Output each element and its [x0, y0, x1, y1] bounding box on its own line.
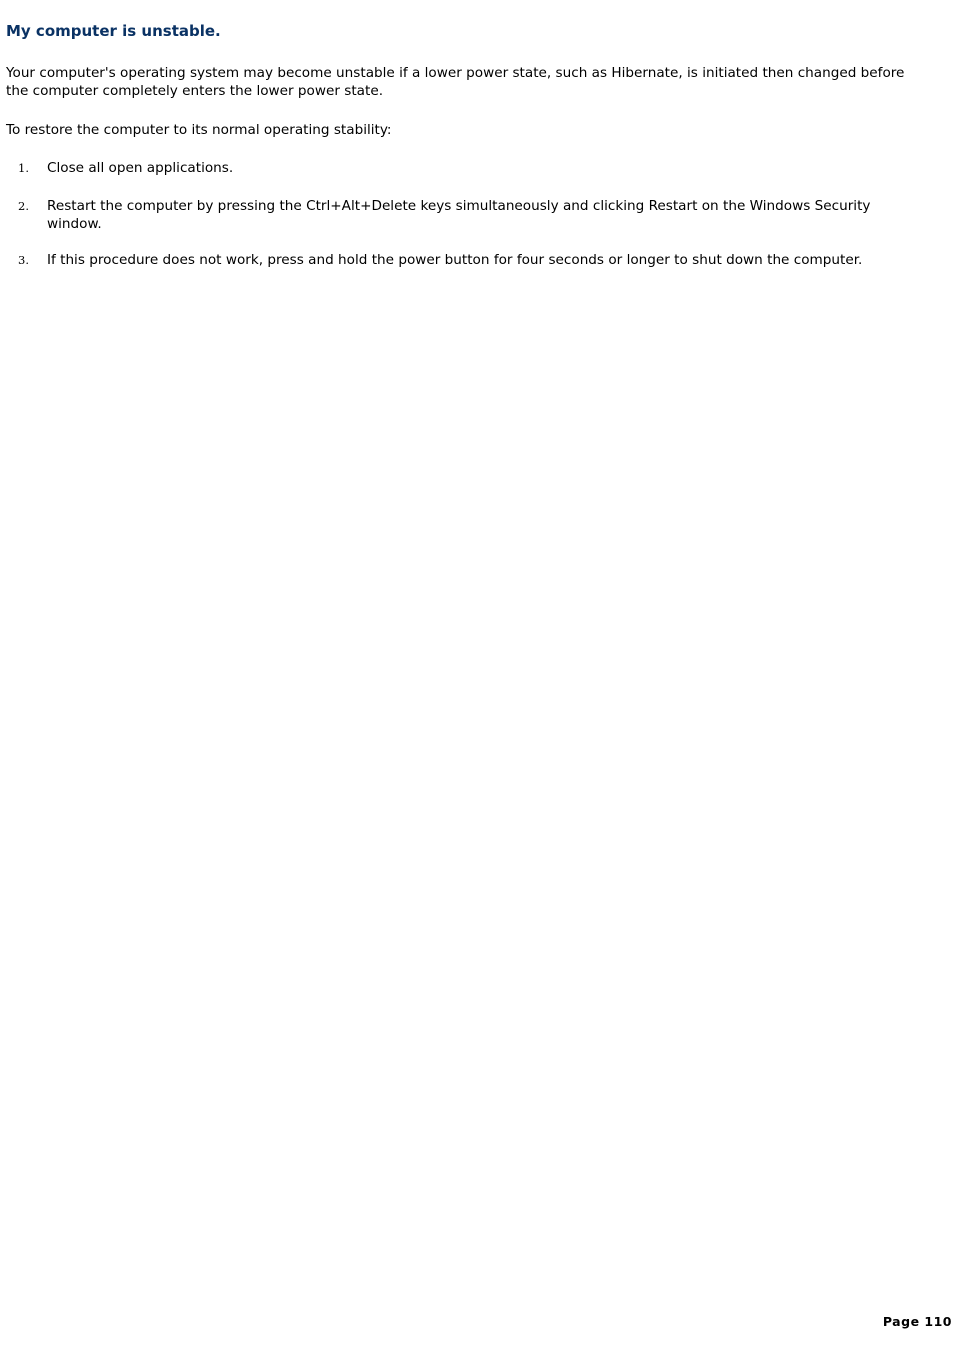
page-number: Page 110	[882, 1314, 952, 1329]
intro-paragraph: Your computer's operating system may become unstable if a lower power state, such as Hibernate, is initiated then changed before the computer completely enters the lower power state.	[6, 65, 905, 99]
step-text: Close all open applications.	[47, 160, 234, 176]
page-title: My computer is unstable.	[6, 22, 221, 40]
step-text: If this procedure does not work, press and hold the power button for four seconds or longer to shut down the computer.	[47, 252, 863, 268]
step-text: Restart the computer by pressing the Ctrl+Alt+Delete keys simultaneously and clicking Restart on the Windows Security window.	[47, 198, 871, 232]
step-number: 3.	[18, 253, 29, 267]
lead-paragraph: To restore the computer to its normal operating stability:	[6, 122, 392, 138]
step-number: 1.	[18, 161, 29, 175]
step-number: 2.	[18, 199, 29, 213]
